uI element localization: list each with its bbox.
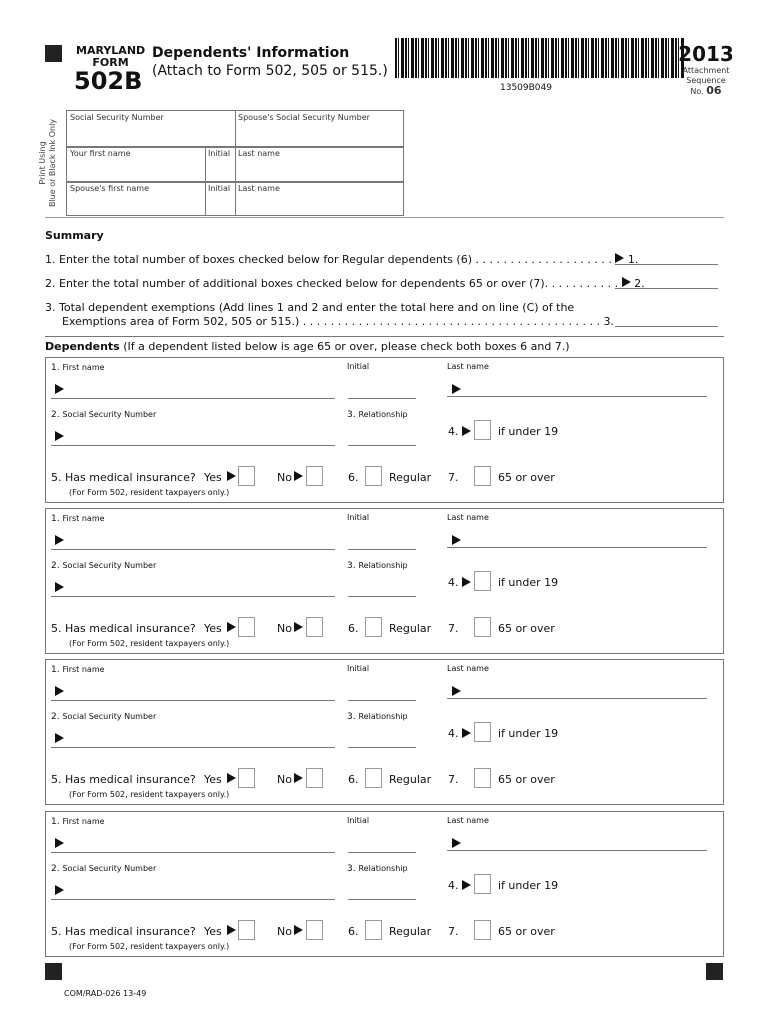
arrow-icon (227, 471, 236, 481)
medical-yes-checkbox[interactable] (238, 617, 255, 637)
under-19-label: if under 19 (498, 879, 559, 892)
medical-note: (For Form 502, resident taxpayers only.) (69, 942, 230, 951)
arrow-icon (294, 925, 303, 935)
medical-no-checkbox[interactable] (306, 466, 323, 486)
label: Social Security Number (62, 864, 157, 873)
item-num: 2. (51, 712, 60, 722)
initial-input[interactable] (348, 700, 416, 701)
ssn-label (51, 410, 156, 420)
relationship-label (347, 561, 408, 571)
item-num: 3. (347, 561, 356, 571)
arrow-icon (294, 773, 303, 783)
summary-line-1-text: 1. Enter the total number of boxes checked below for Regular dependents (6) . . . . . . . . . . . . . . . . . . . . (45, 253, 612, 266)
first-name-input[interactable] (51, 852, 335, 853)
last-name-label: Last name (447, 816, 489, 825)
seq-no-label: No. (690, 87, 704, 96)
relationship-input[interactable] (348, 445, 416, 446)
first-name-label (51, 363, 105, 373)
under-19-num: 4. (448, 425, 459, 438)
medical-yes-checkbox[interactable] (238, 466, 255, 486)
relationship-input[interactable] (348, 747, 416, 748)
label: Relationship (358, 561, 408, 570)
ssn-input[interactable] (51, 899, 335, 900)
registration-mark (45, 963, 62, 980)
medical-no-checkbox[interactable] (306, 768, 323, 788)
arrow-icon (55, 885, 64, 895)
item-num: 2. (51, 561, 60, 571)
relationship-label (347, 712, 408, 722)
dependents-title: Dependents (45, 340, 120, 353)
barcode (395, 38, 685, 78)
medical-note: (For Form 502, resident taxpayers only.) (69, 488, 230, 497)
under-19-num: 4. (448, 727, 459, 740)
under-19-checkbox[interactable] (474, 874, 491, 894)
first-name-label (51, 514, 105, 524)
ink-label-1: Print Using (38, 141, 47, 185)
initial-input[interactable] (348, 398, 416, 399)
regular-label: Regular (389, 925, 432, 938)
attachment-label: Attachment (682, 66, 730, 75)
over-65-checkbox[interactable] (474, 920, 491, 940)
arrow-icon (294, 622, 303, 632)
arrow-icon (462, 728, 471, 738)
arrow-icon (452, 838, 461, 848)
last-name-input[interactable] (447, 396, 707, 397)
arrow-icon (55, 838, 64, 848)
regular-checkbox[interactable] (365, 920, 382, 940)
first-name-field[interactable]: Your first name (70, 149, 131, 158)
over-65-label: 65 or over (498, 471, 555, 484)
ssn-label (51, 864, 156, 874)
ssn-label (51, 561, 156, 571)
label: Social Security Number (62, 712, 157, 721)
arrow-icon (55, 582, 64, 592)
yes-label: Yes (204, 773, 222, 786)
summary-line-3-input[interactable] (615, 326, 718, 327)
regular-checkbox[interactable] (365, 768, 382, 788)
ssn-input[interactable] (51, 596, 335, 597)
regular-checkbox[interactable] (365, 466, 382, 486)
regular-checkbox[interactable] (365, 617, 382, 637)
relationship-input[interactable] (348, 899, 416, 900)
spouse-ssn-field[interactable]: Spouse's Social Security Number (238, 113, 370, 122)
arrow-icon (227, 622, 236, 632)
divider (45, 336, 724, 337)
arrow-icon (462, 577, 471, 587)
label: Relationship (358, 864, 408, 873)
under-19-label: if under 19 (498, 576, 559, 589)
item-num: 1. (51, 363, 60, 373)
dependent-block (45, 811, 724, 957)
medical-insurance-label: 5. Has medical insurance? (51, 471, 196, 484)
medical-note: (For Form 502, resident taxpayers only.) (69, 639, 230, 648)
attachment-sequence (676, 66, 736, 97)
registration-mark (706, 963, 723, 980)
spouse-initial-field[interactable]: Initial (208, 184, 231, 193)
form-subtitle: (Attach to Form 502, 505 or 515.) (152, 63, 388, 79)
medical-note: (For Form 502, resident taxpayers only.) (69, 790, 230, 799)
form-title: Dependents' Information (152, 45, 350, 61)
seq-no (676, 86, 736, 97)
last-name-label: Last name (447, 362, 489, 371)
under-19-label: if under 19 (498, 425, 559, 438)
last-name-input[interactable] (447, 850, 707, 851)
last-name-field[interactable]: Last name (238, 149, 280, 158)
last-name-label: Last name (447, 664, 489, 673)
over-65-num: 7. (448, 925, 459, 938)
arrow-icon (227, 925, 236, 935)
dependent-block (45, 357, 724, 503)
medical-yes-checkbox[interactable] (238, 768, 255, 788)
last-name-input[interactable] (447, 547, 707, 548)
item-num: 3. (347, 410, 356, 420)
yes-label: Yes (204, 622, 222, 635)
form-id (76, 45, 145, 69)
medical-no-checkbox[interactable] (306, 920, 323, 940)
regular-label: Regular (389, 773, 432, 786)
medical-no-checkbox[interactable] (306, 617, 323, 637)
label: Social Security Number (62, 410, 157, 419)
arrow-icon (462, 426, 471, 436)
under-19-checkbox[interactable] (474, 420, 491, 440)
initial-input[interactable] (348, 549, 416, 550)
arrow-icon (227, 773, 236, 783)
spouse-first-name-field[interactable]: Spouse's first name (70, 184, 149, 193)
item-num: 1. (51, 514, 60, 524)
arrow-icon (452, 535, 461, 545)
regular-num: 6. (348, 925, 359, 938)
label: Relationship (358, 410, 408, 419)
medical-insurance-label: 5. Has medical insurance? (51, 773, 196, 786)
over-65-label: 65 or over (498, 622, 555, 635)
initial-label: Initial (347, 816, 370, 825)
summary-heading: Summary (45, 229, 104, 242)
form-label: FORM (92, 56, 129, 69)
initial-label: Initial (347, 664, 370, 673)
divider (45, 217, 724, 218)
initial-input[interactable] (348, 852, 416, 853)
state-label: MARYLAND (76, 44, 146, 57)
dependent-block (45, 508, 724, 654)
summary-line-3b (62, 315, 614, 328)
over-65-num: 7. (448, 622, 459, 635)
taxpayer-info-box (66, 110, 404, 216)
under-19-num: 4. (448, 879, 459, 892)
over-65-checkbox[interactable] (474, 768, 491, 788)
under-19-label: if under 19 (498, 727, 559, 740)
ssn-field[interactable]: Social Security Number (70, 113, 164, 122)
label: Relationship (358, 712, 408, 721)
under-19-num: 4. (448, 576, 459, 589)
ssn-label (51, 712, 156, 722)
summary-line-3a: 3. Total dependent exemptions (Add lines 1 and 2 and enter the total here and on line (C) of the (45, 301, 575, 314)
registration-mark (45, 45, 62, 62)
first-name-label (51, 817, 105, 827)
last-name-label: Last name (447, 513, 489, 522)
item-num: 1. (51, 817, 60, 827)
dependent-block (45, 659, 724, 805)
summary-line-1-input[interactable] (615, 264, 718, 265)
no-label: No (277, 925, 292, 938)
arrow-icon (55, 431, 64, 441)
arrow-icon (55, 535, 64, 545)
item-num: 2. (51, 864, 60, 874)
arrow-icon (294, 471, 303, 481)
arrow-icon (452, 686, 461, 696)
tax-year: 2013 (678, 42, 734, 66)
no-label: No (277, 471, 292, 484)
regular-num: 6. (348, 773, 359, 786)
over-65-label: 65 or over (498, 925, 555, 938)
over-65-label: 65 or over (498, 773, 555, 786)
no-label: No (277, 773, 292, 786)
over-65-checkbox[interactable] (474, 617, 491, 637)
ink-instruction (38, 110, 58, 216)
summary-line-2-text: 2. Enter the total number of additional boxes checked below for dependents 65 or over (7). . . . . . . . . . . (45, 277, 619, 290)
item-num: 2. (51, 410, 60, 420)
arrow-icon (55, 686, 64, 696)
regular-label: Regular (389, 471, 432, 484)
summary-line-3-text: Exemptions area of Form 502, 505 or 515.) . . . . . . . . . . . . . . . . . . . . . . . . . . . . . . . . . . . . . . . . . . . (62, 315, 600, 328)
spouse-last-name-field[interactable]: Last name (238, 184, 280, 193)
item-num: 1. (51, 665, 60, 675)
regular-num: 6. (348, 471, 359, 484)
label: First name (62, 363, 105, 372)
over-65-checkbox[interactable] (474, 466, 491, 486)
ssn-input[interactable] (51, 445, 335, 446)
label: First name (62, 514, 105, 523)
arrow-icon (452, 384, 461, 394)
relationship-input[interactable] (348, 596, 416, 597)
last-name-input[interactable] (447, 698, 707, 699)
no-label: No (277, 622, 292, 635)
label: First name (62, 665, 105, 674)
barcode-number: 13509B049 (500, 83, 552, 93)
yes-label: Yes (204, 925, 222, 938)
first-name-label (51, 665, 105, 675)
form-number: 502B (74, 67, 143, 95)
medical-yes-checkbox[interactable] (238, 920, 255, 940)
summary-line-2 (45, 277, 645, 290)
under-19-checkbox[interactable] (474, 722, 491, 742)
ink-label-2: Blue or Black Ink Only (48, 118, 57, 208)
summary-line-3-num: 3. (603, 315, 614, 328)
item-num: 3. (347, 864, 356, 874)
medical-insurance-label: 5. Has medical insurance? (51, 925, 196, 938)
summary-line-2-num: 2. (634, 277, 645, 290)
over-65-num: 7. (448, 471, 459, 484)
arrow-icon (55, 733, 64, 743)
dependents-heading (45, 340, 570, 353)
dependents-note: (If a dependent listed below is age 65 or over, please check both boxes 6 and 7.) (119, 340, 570, 353)
regular-label: Regular (389, 622, 432, 635)
form-code: COM/RAD-026 13-49 (64, 989, 147, 998)
relationship-label (347, 410, 408, 420)
sequence-label: Sequence (686, 76, 726, 85)
regular-num: 6. (348, 622, 359, 635)
item-num: 3. (347, 712, 356, 722)
summary-line-1 (45, 253, 638, 266)
over-65-num: 7. (448, 773, 459, 786)
arrow-icon (462, 880, 471, 890)
summary-line-1-num: 1. (627, 253, 639, 266)
first-name-input[interactable] (51, 700, 335, 701)
under-19-checkbox[interactable] (474, 571, 491, 591)
label: Social Security Number (62, 561, 157, 570)
medical-insurance-label: 5. Has medical insurance? (51, 622, 196, 635)
yes-label: Yes (204, 471, 222, 484)
summary-line-2-input[interactable] (615, 288, 718, 289)
relationship-label (347, 864, 408, 874)
first-name-input[interactable] (51, 398, 335, 399)
first-name-input[interactable] (51, 549, 335, 550)
arrow-icon (55, 384, 64, 394)
seq-no-value: 06 (706, 84, 722, 97)
ssn-input[interactable] (51, 747, 335, 748)
initial-field[interactable]: Initial (208, 149, 231, 158)
initial-label: Initial (347, 362, 370, 371)
initial-label: Initial (347, 513, 370, 522)
label: First name (62, 817, 105, 826)
